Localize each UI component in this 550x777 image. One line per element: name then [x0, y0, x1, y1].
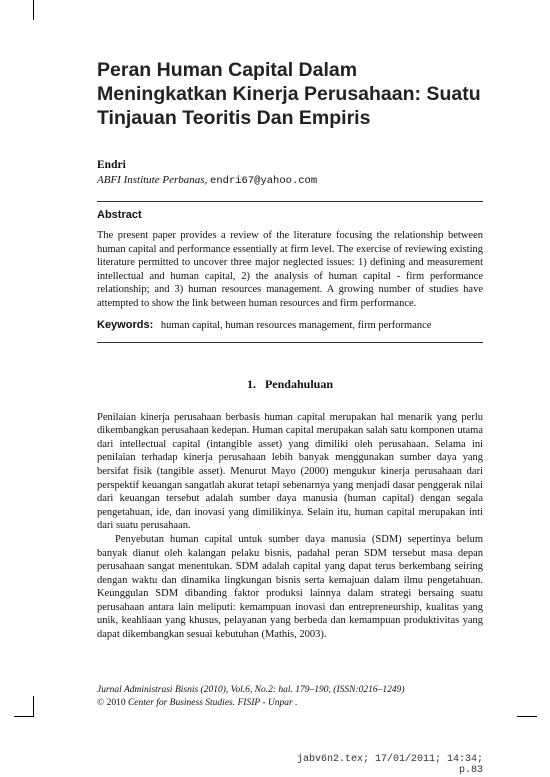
paragraph-2: Penyebutan human capital untuk sumber daya manusia (SDM) sepertinya belum banyak dianut oleh kalangan pelaku bisnis, padahal peran SDM tersebut masa depan perusahaan sangat menentukan. SDM adalah capital yang dapat terus berkembang seiring dengan waktu dan dinamika lingkungan bisnis serta kemajuan dalam ilmu pengetahuan. Keunggulan SDM dibanding faktor produksi lainnya dalam strategi bersaing suatu perusahaan antara lain meliputi: kemampuan inovasi dan entrepreneurship, kualitas yang unik, keahliaan yang khusus, pelayanan yang berbeda dan kemampuan produktivitas yang dapat dikembangkan sesuai kebutuhan (Mathis, 2003). — [97, 533, 483, 641]
tex-job-line: jabv6n2.tex; 17/01/2011; 14:34; p.83 — [296, 754, 483, 776]
footer-journal-citation: Jurnal Administrasi Bisnis (2010), Vol.6, No.2: hal. 179–190, (ISSN:0216–1249) — [97, 685, 405, 695]
paper-page — [97, 58, 483, 642]
footer-copyright — [97, 697, 483, 710]
section-number: 1. — [246, 376, 256, 391]
keywords-text: human capital, human resources management, firm performance — [160, 319, 432, 331]
abstract-bottom-rule — [97, 342, 483, 343]
section-title: Pendahuluan — [264, 376, 334, 391]
paragraph-1: Penilaian kinerja perusahaan berbasis human capital merupakan hal menarik yang perlu dikembangkan perusahaan kedepan. Human capital merupakan salah satu komponen utama dari intellectual capital (intangible asset) yang dimiliki oleh perusahaan. Selama ini penilaian terhadap kinerja perusahaan lebih banyak menggunakan sumber daya yang bersifat fisik (tangible asset). Menurut Mayo (2000) mengukur kinerja perusahaan dari perspektif keuangan sangatlah akurat tetapi sebenarnya yang menjadi dasar penggerak nilai dari keuangan tersebut adalah sumber daya manusia (human capital) dengan segala pengetahuan, ide, dan inovasi yang dimilikinya. Selain itu, human capital merupakan inti dari suatu perusahaan. — [97, 411, 483, 532]
crop-mark-bottom-right-horizontal — [517, 716, 537, 717]
crop-mark-bottom-left-vertical — [33, 696, 34, 716]
keywords-line — [97, 318, 483, 333]
copyright-fisip: FISIP - Unpar . — [237, 698, 298, 708]
copyright-prefix: © 2010 — [97, 698, 126, 708]
paper-title: Peran Human Capital Dalam Meningkatkan Kinerja Perusahaan: Suatu Tinjauan Teoritis Dan Empiris — [97, 59, 481, 129]
author-name: Endri — [97, 159, 126, 171]
abstract-heading: Abstract — [97, 209, 142, 221]
crop-mark-bottom-left-horizontal — [14, 716, 34, 717]
author-email: endri67@yahoo.com — [210, 175, 318, 187]
crop-mark-top-left-vertical — [33, 0, 34, 20]
section-heading — [97, 377, 483, 392]
abstract-top-rule — [97, 201, 483, 202]
keywords-label: Keywords: — [97, 318, 154, 331]
body-text — [97, 411, 483, 642]
page-footer — [97, 684, 483, 710]
author-affiliation — [97, 173, 483, 189]
copyright-center: Center for Business Studies. — [127, 698, 236, 708]
abstract-text: The present paper provides a review of the literature focusing the relationship between human capital and performance essentially at firm level. The exercise of reviewing existing literature permitted to uncover three major neglected issues: 1) defining and measurement intellectual and human capital, 2) the analysis of human capital - firm performance relationship; and 3) human resources management. A growing number of studies have attempted to show the link between human resources and firm performance. — [97, 230, 483, 309]
affiliation-text: ABFI Institute Perbanas, — [97, 174, 208, 186]
